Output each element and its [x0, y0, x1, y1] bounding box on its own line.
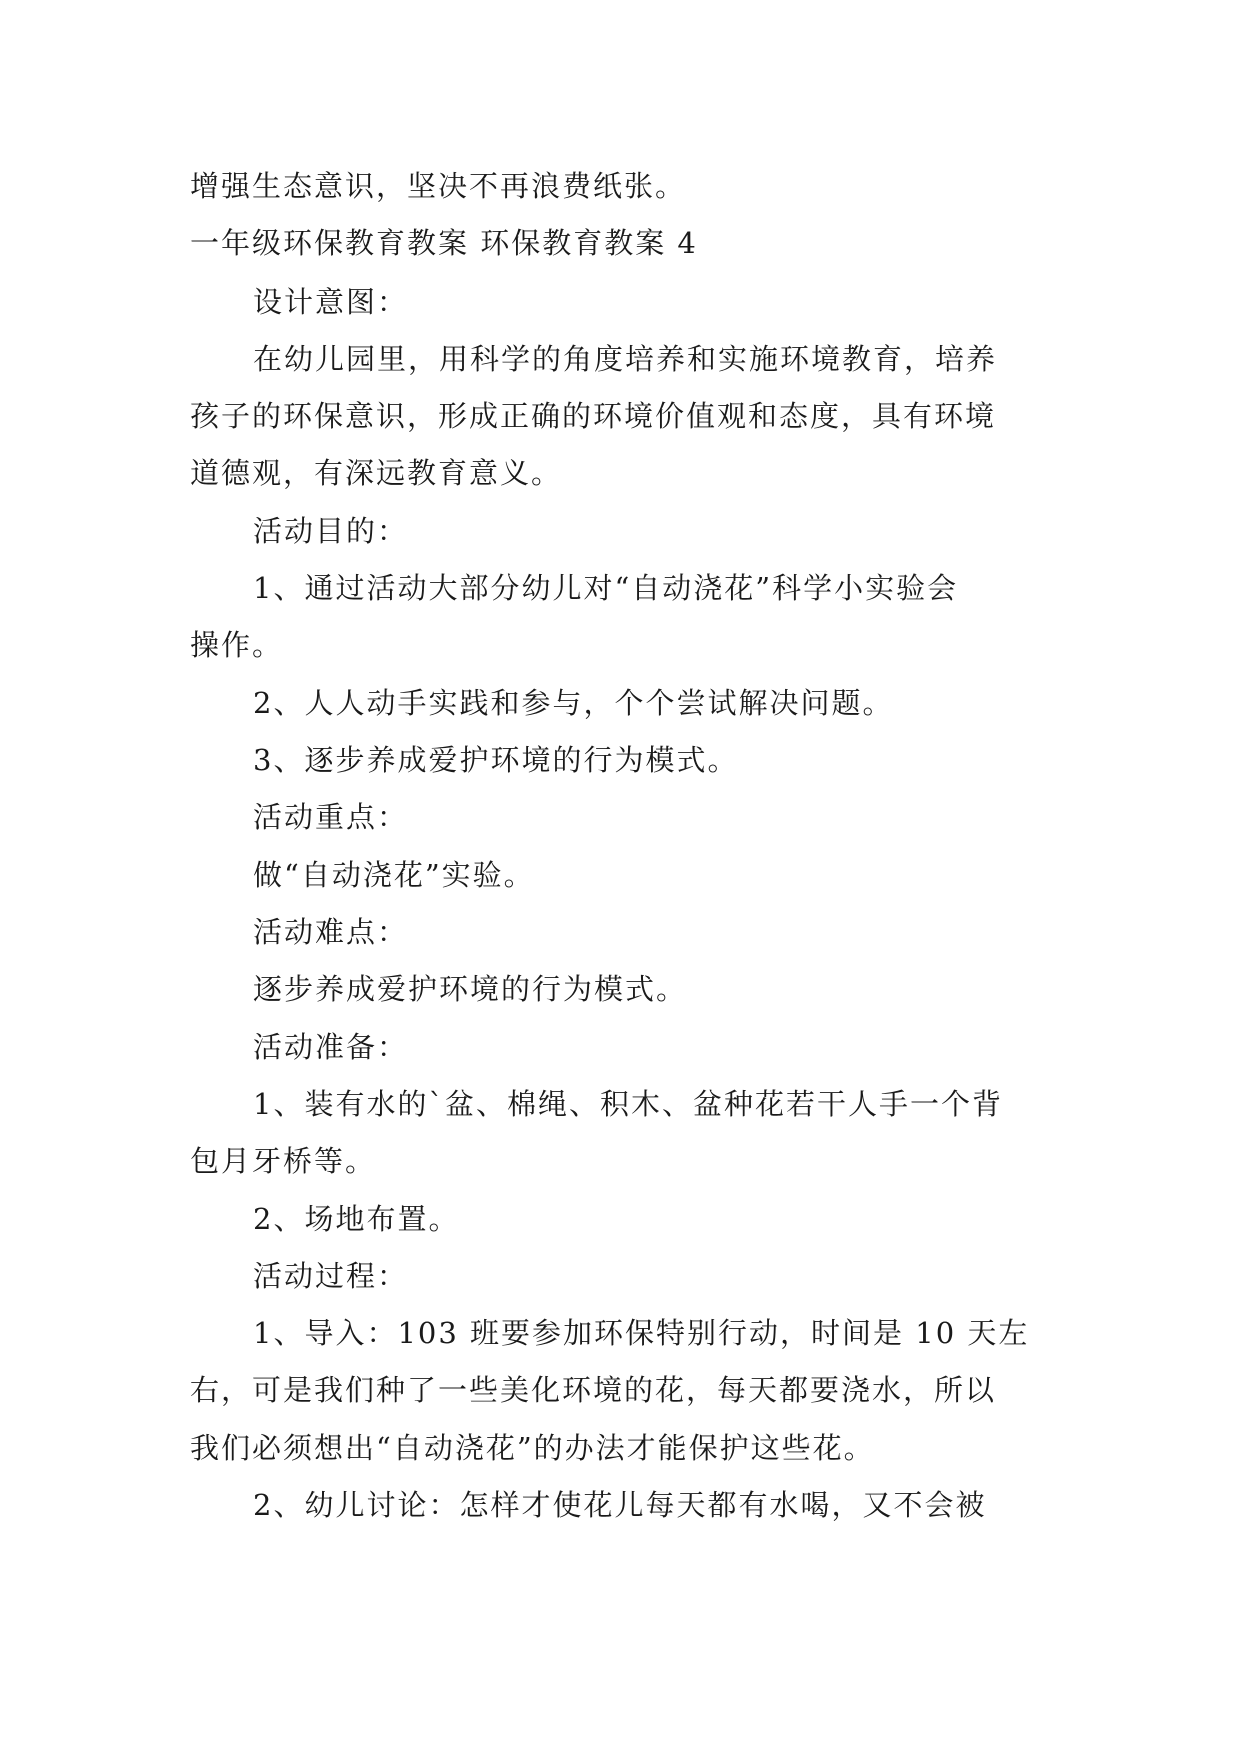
text-line: 操作。 — [190, 628, 284, 662]
text-line: 逐步养成爱护环境的行为模式。 — [253, 972, 688, 1006]
text-line: 道德观，有深远教育意义。 — [190, 456, 563, 490]
text-line: 我们必须想出“自动浇花”的办法才能保护这些花。 — [190, 1431, 875, 1465]
text-line: 2、幼儿讨论：怎样才使花儿每天都有水喝，又不会被 — [253, 1488, 987, 1522]
text-line: 做“自动浇花”实验。 — [253, 858, 535, 892]
text-line: 1、装有水的`盆、棉绳、积木、盆种花若干人手一个背 — [253, 1087, 1003, 1121]
text-line: 2、人人动手实践和参与，个个尝试解决问题。 — [253, 686, 894, 720]
text-line: 包月牙桥等。 — [190, 1144, 377, 1178]
text-line: 1、导入：103 班要参加环保特别行动，时间是 10 天左 — [253, 1316, 1030, 1350]
subheading-activity-process: 活动过程： — [253, 1259, 409, 1293]
subheading-activity-difficulty: 活动难点： — [253, 915, 409, 949]
subheading-design-intent: 设计意图： — [253, 285, 409, 319]
text-line: 1、通过活动大部分幼儿对“自动浇花”科学小实验会 — [253, 571, 959, 605]
text-line: 3、逐步养成爱护环境的行为模式。 — [253, 743, 739, 777]
text-line: 增强生态意识，坚决不再浪费纸张。 — [190, 169, 687, 203]
section-heading: 一年级环保教育教案 环保教育教案 4 — [190, 226, 698, 260]
text-line: 右，可是我们种了一些美化环境的花，每天都要浇水，所以 — [190, 1373, 997, 1407]
text-line: 孩子的环保意识，形成正确的环境价值观和态度，具有环境 — [190, 399, 997, 433]
subheading-activity-focus: 活动重点： — [253, 800, 409, 834]
text-line: 2、场地布置。 — [253, 1202, 460, 1236]
subheading-activity-preparation: 活动准备： — [253, 1030, 409, 1064]
text-line: 在幼儿园里，用科学的角度培养和实施环境教育，培养 — [253, 342, 998, 376]
subheading-activity-goals: 活动目的： — [253, 514, 409, 548]
